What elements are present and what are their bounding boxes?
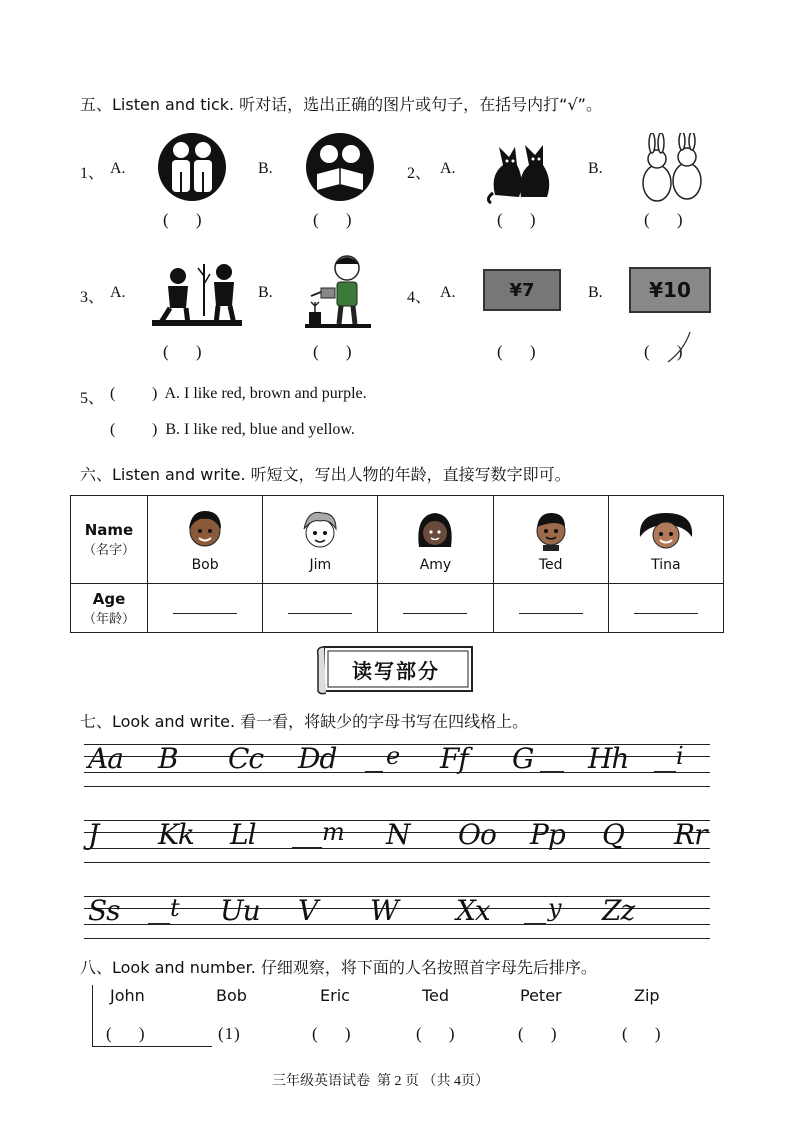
age-answer-cell[interactable]: [608, 584, 723, 633]
money-label: ¥10: [649, 278, 691, 302]
seven-yuan-note: [483, 269, 561, 311]
alphabet-letter: y: [548, 894, 561, 922]
person-name: John: [110, 986, 145, 1005]
pencil-stroke-mark: [664, 330, 694, 365]
age-blank[interactable]: [403, 603, 467, 614]
person-name: Bob: [216, 986, 247, 1005]
question-number: 2、: [407, 165, 432, 182]
missing-letter-blank[interactable]: [540, 771, 564, 772]
age-blank[interactable]: [288, 603, 352, 614]
section-7-heading: 七、Look and write. 看一看，将缺少的字母书写在四线格上。: [80, 712, 529, 731]
age-answer-cell[interactable]: [493, 584, 608, 633]
order-bracket[interactable]: ( ): [518, 1024, 558, 1043]
alphabet-letter: W: [370, 894, 398, 927]
option-b-label: B.: [588, 160, 603, 177]
order-bracket[interactable]: ( ): [416, 1024, 456, 1043]
kid-name: Bob: [191, 556, 219, 573]
people-planting-trees-picture: [148, 256, 243, 328]
sentence-option-a: ) A. I like red, brown and purple.: [152, 385, 367, 402]
section-6-heading: 六、Listen and write. 听短文，写出人物的年龄，直接写数字即可。: [80, 465, 571, 484]
alphabet-letter: Pp: [530, 818, 565, 851]
two-people-talking-picture: [157, 132, 227, 202]
question-number: 3、: [80, 289, 105, 306]
option-a-label: A.: [440, 160, 456, 177]
age-answer-cell[interactable]: [378, 584, 493, 633]
alphabet-letter: Uu: [220, 894, 260, 927]
bob-face-icon: [183, 507, 227, 553]
tina-face-icon: [636, 507, 696, 553]
age-blank[interactable]: [173, 603, 237, 614]
alphabet-letter: Cc: [228, 742, 264, 775]
order-bracket[interactable]: ( ): [106, 1024, 146, 1043]
age-label: Age: [92, 589, 126, 608]
option-a-label: A.: [110, 284, 126, 301]
sentence-option-b: ) B. I like red, blue and yellow.: [152, 421, 355, 438]
option-b-label: B.: [588, 284, 603, 301]
kid-cell: [493, 496, 608, 584]
age-answer-cell[interactable]: [148, 584, 263, 633]
black-cats-picture: [485, 135, 560, 205]
section-8-heading: 八、Look and number. 仔细观察，将下面的人名按照首字母先后排序。: [80, 958, 597, 977]
age-sublabel: （年龄）: [82, 611, 135, 627]
person-name: Ted: [422, 986, 450, 1005]
missing-letter-blank[interactable]: [524, 923, 546, 924]
alphabet-letter: Hh: [588, 742, 629, 775]
person-name: Zip: [634, 986, 660, 1005]
answer-bracket[interactable]: ( ): [497, 210, 537, 229]
option-b-label: B.: [258, 284, 273, 301]
answer-bracket[interactable]: ( ): [163, 210, 203, 229]
alphabet-letter: Ff: [440, 742, 468, 775]
age-answer-cell[interactable]: [263, 584, 378, 633]
age-blank[interactable]: [519, 603, 583, 614]
missing-letter-blank[interactable]: [148, 923, 170, 924]
option-a-label: A.: [110, 160, 126, 177]
answer-bracket-open[interactable]: (: [110, 385, 116, 402]
alphabet-letter: Dd: [298, 742, 337, 775]
alphabet-letter: m: [322, 818, 344, 846]
alphabet-letter: V: [298, 894, 318, 927]
page-footer: 三年级英语试卷 第 2 页 （共 4页）: [272, 1074, 489, 1089]
reading-writing-banner: [316, 643, 476, 695]
alphabet-letter: Aa: [88, 742, 123, 775]
name-row-header: [71, 496, 148, 584]
age-table: [70, 495, 724, 633]
answer-bracket[interactable]: ( ): [313, 342, 353, 361]
kid-name: Amy: [419, 556, 452, 573]
ten-yuan-note: [629, 267, 711, 313]
alphabet-letter: J: [88, 818, 99, 851]
question-number: 4、: [407, 289, 432, 306]
section-5-heading: 五、Listen and tick. 听对话，选出正确的图片或句子，在括号内打“√”。: [80, 95, 602, 114]
question-number: 1、: [80, 165, 105, 182]
alphabet-letter: Ll: [230, 818, 256, 851]
alphabet-letter: Ss: [88, 894, 120, 927]
answer-bracket[interactable]: ( ): [313, 210, 353, 229]
jim-face-icon: [298, 507, 342, 553]
kid-cell: [148, 496, 263, 584]
alphabet-letter: Kk: [158, 818, 194, 851]
bottom-rule: [92, 1046, 212, 1047]
alphabet-letter: Rr: [674, 818, 707, 851]
left-rule: [92, 985, 93, 1047]
missing-letter-blank[interactable]: [292, 847, 322, 848]
girl-watering-plant-picture: [303, 250, 378, 330]
alphabet-letter: Oo: [458, 818, 496, 851]
kid-name: Jim: [309, 556, 332, 573]
alphabet-letter: Xx: [456, 894, 490, 927]
option-a-label: A.: [440, 284, 456, 301]
kid-cell: [263, 496, 378, 584]
answer-bracket[interactable]: ( ): [163, 342, 203, 361]
person-name: Peter: [520, 986, 562, 1005]
alphabet-letter: N: [386, 818, 410, 851]
alphabet-letter: Zz: [602, 894, 635, 927]
ted-face-icon: [529, 507, 573, 553]
kid-name: Ted: [538, 556, 563, 573]
amy-face-icon: [413, 507, 457, 553]
alphabet-letter: B: [158, 742, 178, 775]
banner-title: 读写部分: [352, 659, 440, 683]
rabbits-picture: [637, 133, 707, 205]
kid-cell: [378, 496, 493, 584]
children-reading-picture: [305, 132, 375, 202]
answer-bracket[interactable]: ( ): [497, 342, 537, 361]
name-label: Name: [84, 521, 134, 539]
order-bracket[interactable]: (1): [218, 1024, 241, 1043]
missing-letter-blank[interactable]: [654, 771, 676, 772]
alphabet-letter: i: [676, 742, 683, 770]
answer-bracket-open[interactable]: (: [110, 421, 116, 438]
age-row-header: [71, 584, 148, 633]
money-label: ¥7: [509, 279, 535, 301]
missing-letter-blank[interactable]: [365, 771, 383, 772]
question-number: 5、: [80, 390, 105, 407]
alphabet-letter: Q: [602, 818, 624, 851]
person-name: Eric: [320, 986, 350, 1005]
alphabet-letter: G: [512, 742, 534, 775]
alphabet-letter: t: [170, 894, 179, 922]
kid-cell: [608, 496, 723, 584]
order-bracket[interactable]: ( ): [622, 1024, 662, 1043]
alphabet-letter: e: [386, 742, 400, 770]
name-sublabel: （名字）: [82, 543, 135, 558]
order-bracket[interactable]: ( ): [312, 1024, 352, 1043]
kid-name: Tina: [651, 556, 681, 573]
answer-bracket[interactable]: ( ): [644, 210, 684, 229]
age-blank[interactable]: [634, 603, 698, 614]
option-b-label: B.: [258, 160, 273, 177]
answer-bracket[interactable]: ( ): [644, 342, 684, 361]
